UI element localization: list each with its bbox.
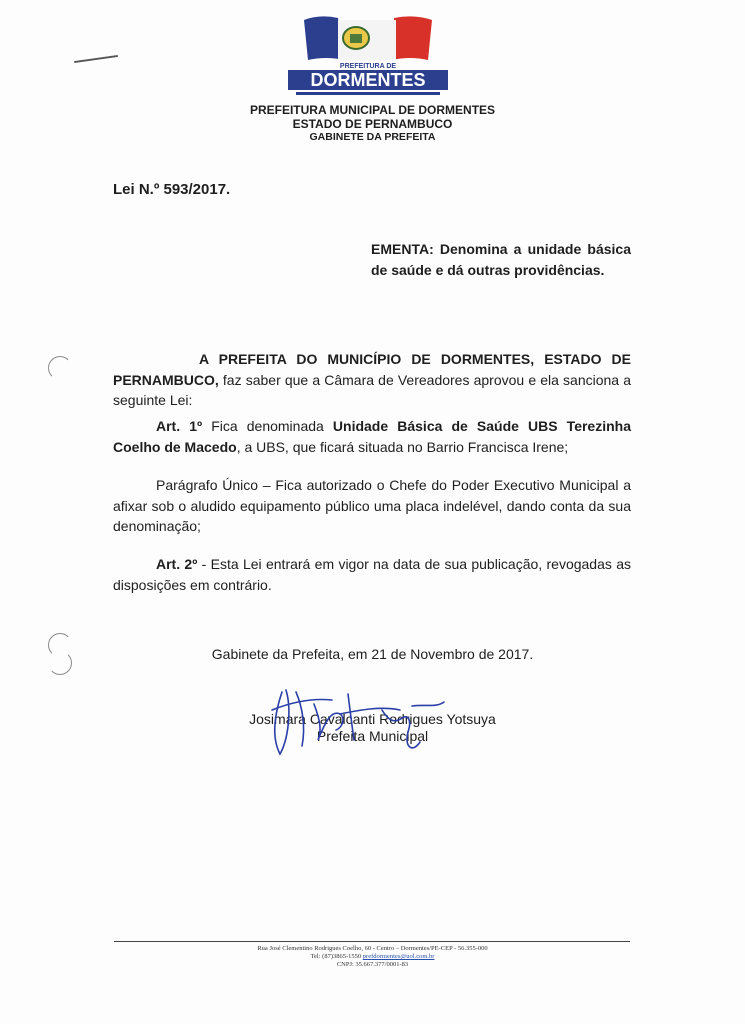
logo-top-text: PREFEITURA DE (339, 63, 397, 70)
footer-contact (0, 953, 745, 960)
footer-phone: Tel: (87)3865-1550 (310, 953, 363, 960)
logo-main-text: DORMENTES (310, 70, 426, 90)
article-1-label: Art. 1º (156, 418, 203, 434)
law-number: Lei N.º 593/2017. (113, 181, 231, 198)
header-line-state: ESTADO DE PERNAMBUCO (292, 117, 453, 131)
article-1-text-a: Fica denominada (202, 418, 333, 434)
signer-name: Josimara Cavalcanti Rodrigues Yotsuya (249, 711, 496, 727)
article-2-label: Art. 2º (156, 556, 198, 572)
signer-role: Prefeita Municipal (316, 728, 429, 744)
enacting-clause-bold: A PREFEITA DO MUNICÍPIO DE DORMENTES, ESTADO DE PERNAMBUCO, (113, 351, 631, 388)
article-2-text: - Esta Lei entrará em vigor na data de sua publicação, revogadas as disposições em contrário. (113, 556, 631, 593)
handwritten-signature (262, 680, 452, 762)
footer-address: Rua José Clementino Rodrigues Coelho, 60 - Centro – Dormentes/PE-CEP - 56.355-000 (257, 945, 488, 952)
header-line-office: GABINETE DA PREFEITA (309, 131, 436, 143)
article-1 (113, 416, 631, 457)
article-1-unit-name: Unidade Básica de Saúde UBS Terezinha Coelho de Macedo (113, 418, 631, 455)
punch-hole-mark (48, 356, 72, 380)
municipality-logo (286, 12, 450, 98)
header-line-municipality: PREFEITURA MUNICIPAL DE DORMENTES (249, 103, 496, 117)
article-1-text-b: , a UBS, que ficará situada no Barrio Francisca Irene; (236, 438, 569, 455)
stray-pen-mark (74, 55, 118, 63)
sole-paragraph: Parágrafo Único – Fica autorizado o Chefe do Poder Executivo Municipal a afixar sob o aludido equipamento público uma placa indelével, dando conta da sua denominação; (113, 477, 631, 534)
footer-cnpj: CNPJ: 35.667.377/0001-83 (336, 961, 409, 968)
article-2 (113, 554, 631, 595)
enacting-clause (113, 349, 631, 411)
date-line: Gabinete da Prefeita, em 21 de Novembro de 2017. (211, 646, 534, 662)
footer-email-link[interactable]: prefdormentes@uol.com.br (362, 953, 435, 960)
ementa-summary: EMENTA: Denomina a unidade básica de saúde e dá outras providências. (371, 241, 631, 278)
footer-divider (114, 941, 630, 942)
enacting-clause-text: faz saber que a Câmara de Vereadores aprovou e ela sanciona a seguinte Lei: (113, 371, 631, 408)
